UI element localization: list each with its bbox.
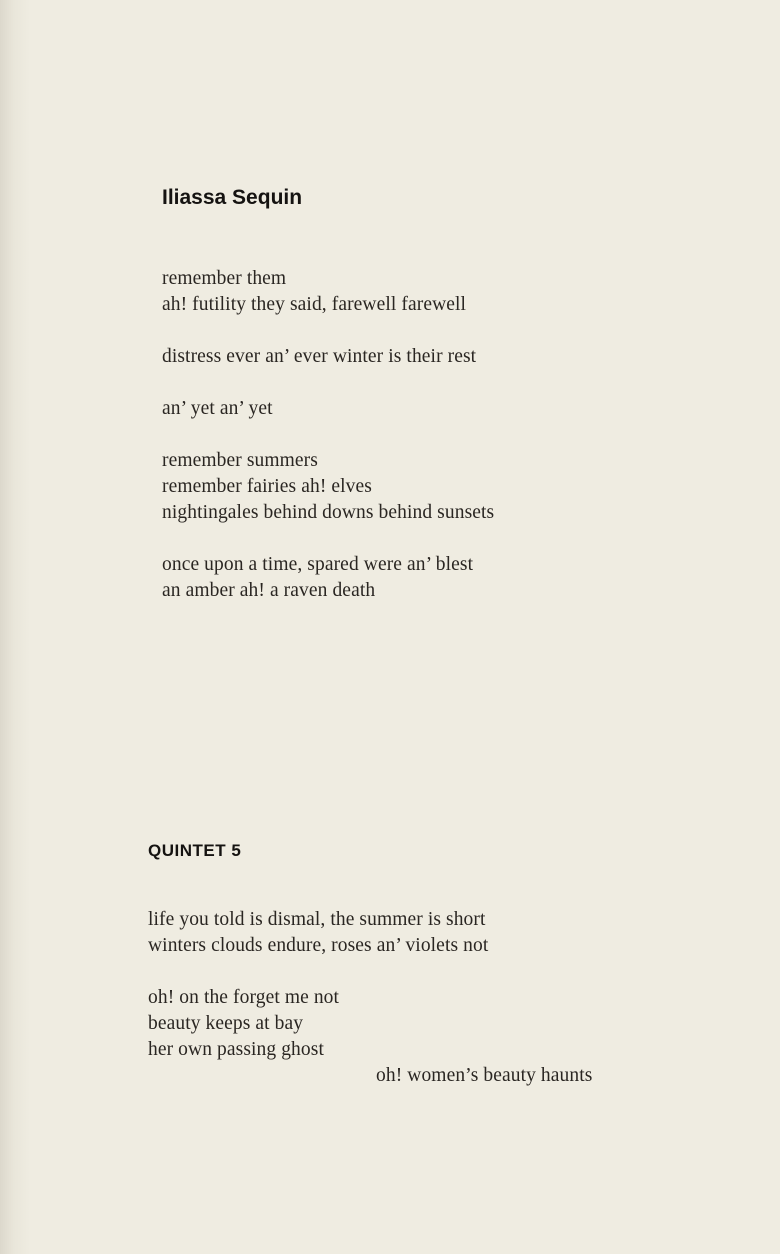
poem-body — [162, 266, 494, 604]
stanza — [162, 396, 494, 422]
poem-line: winters clouds endure, roses an’ violets not — [148, 935, 489, 956]
poem-line: an’ yet an’ yet — [162, 398, 273, 419]
poem-iliassa-sequin — [162, 184, 494, 604]
poem-line-indented: oh! women’s beauty haunts — [376, 1065, 593, 1086]
poem-line: an amber ah! a raven death — [162, 580, 376, 601]
poem-title: Iliassa Sequin — [162, 186, 303, 209]
stanza — [162, 266, 494, 318]
poem-line: life you told is dismal, the summer is short — [148, 909, 486, 930]
stanza — [162, 344, 494, 370]
poem-line: her own passing ghost — [148, 1039, 324, 1060]
stanza — [162, 448, 494, 526]
stanza — [148, 907, 592, 959]
poem-line: nightingales behind downs behind sunsets — [162, 502, 495, 523]
poem-line: ah! futility they said, farewell farewell — [162, 294, 467, 315]
poem-line: remember fairies ah! elves — [162, 476, 372, 497]
poem-line: remember summers — [162, 450, 318, 471]
poem-line: distress ever an’ ever winter is their rest — [162, 346, 477, 367]
poem-title: QUINTET 5 — [148, 841, 242, 860]
poem-line: oh! on the forget me not — [148, 987, 340, 1008]
stanza — [162, 552, 494, 604]
poem-quintet-5 — [148, 839, 592, 1089]
stanza — [148, 985, 592, 1089]
poem-line: once upon a time, spared were an’ blest — [162, 554, 474, 575]
poem-line: beauty keeps at bay — [148, 1013, 304, 1034]
poem-body — [148, 907, 592, 1089]
poem-line: remember them — [162, 268, 287, 289]
